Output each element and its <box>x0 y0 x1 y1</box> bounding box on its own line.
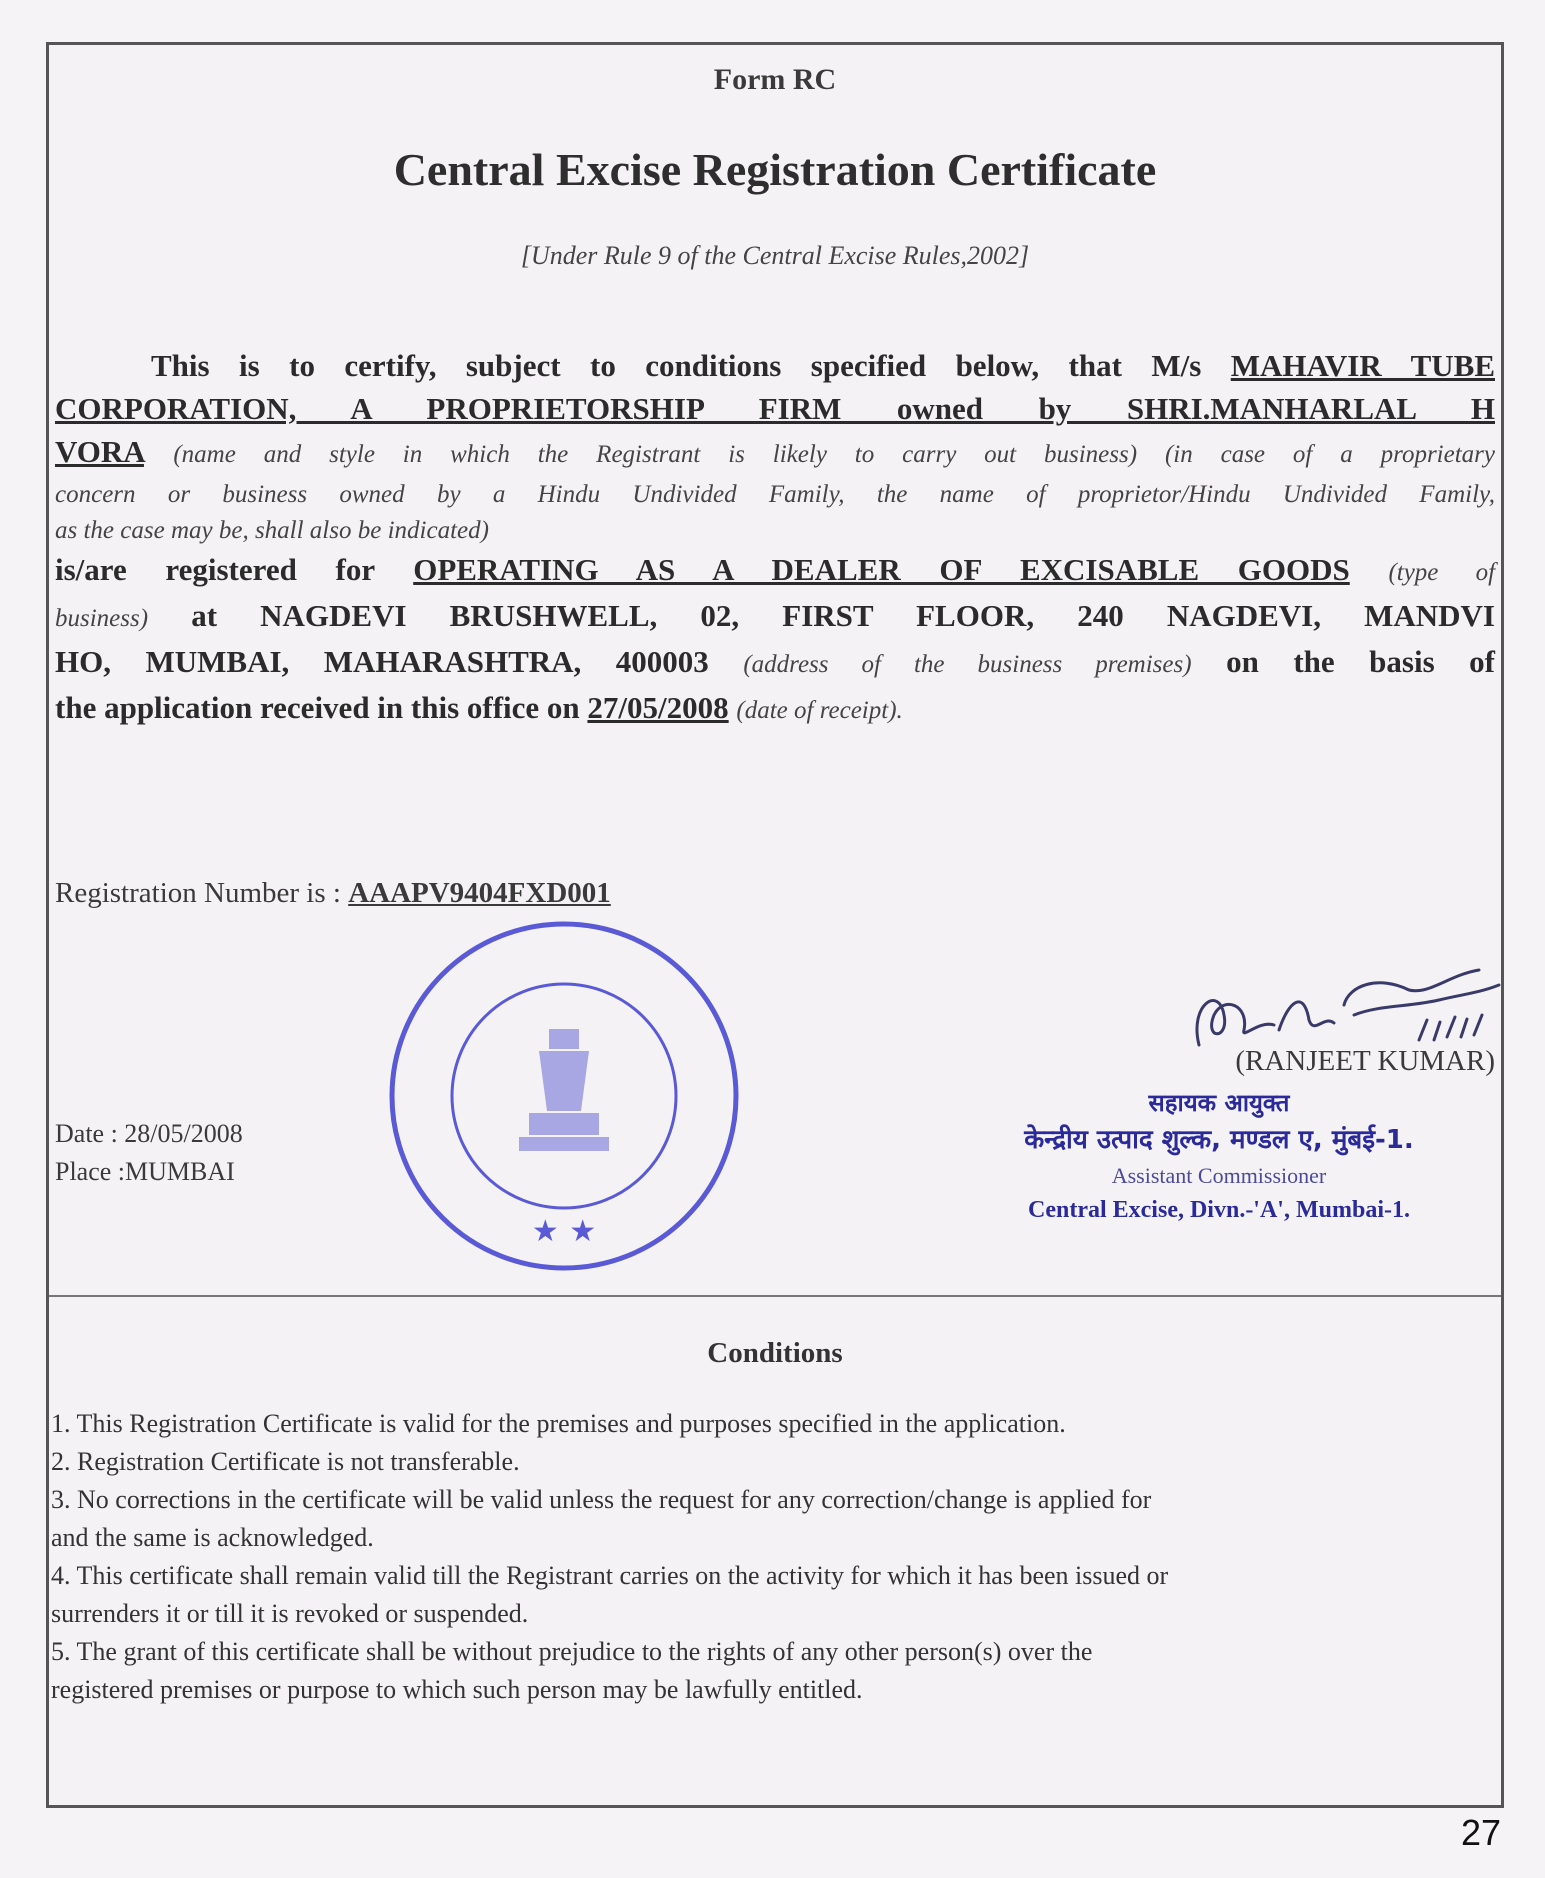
firm-name-part-3: VORA <box>55 434 144 469</box>
name-note-3: as the case may be, shall also be indicated) <box>55 517 489 544</box>
condition-line: registered premises or purpose to which such person may be lawfully entitled. <box>51 1675 863 1704</box>
registration-number: AAAPV9404FXD001 <box>348 877 611 909</box>
certificate-main-section <box>49 45 1501 1297</box>
name-note-1: (name and style in which the Registrant is likely to carry out business) (in case of a proprietary <box>173 441 1495 468</box>
page-number: 27 <box>1460 1812 1501 1853</box>
registration-label: Registration Number is : <box>55 877 341 909</box>
conditions-list <box>51 1405 1471 1709</box>
condition-line: 5. The grant of this certificate shall be without prejudice to the rights of any other person(s) over the <box>51 1637 1093 1666</box>
date-place-block <box>55 1115 243 1191</box>
firm-name-part-2: CORPORATION, A PROPRIETORSHIP FIRM owned by SHRI.MANHARLAL H <box>55 391 1495 426</box>
cert-line-2 <box>55 388 1495 429</box>
address-part-1: NAGDEVI BRUSHWELL, 02, FIRST FLOOR, 240 NAGDEVI, MANDVI <box>260 598 1495 633</box>
firm-name-part-1: MAHAVIR TUBE <box>1230 348 1495 383</box>
condition-line: 3. No corrections in the certificate will be valid unless the request for any correction/change is applied for <box>51 1485 1152 1514</box>
application-date: 27/05/2008 <box>587 690 729 725</box>
address-note: (address of the business premises) <box>743 651 1192 678</box>
business-type: OPERATING AS A DEALER OF EXCISABLE GOODS <box>413 552 1350 587</box>
certificate-subtitle: [Under Rule 9 of the Central Excise Rules,2002] <box>520 241 1030 270</box>
application-text: the application received in this office on <box>55 690 580 725</box>
signatory-name: (RANJEET KUMAR) <box>1235 1045 1495 1077</box>
condition-line: 1. This Registration Certificate is valid for the premises and purposes specified in the application. <box>51 1409 1066 1438</box>
at-label: at <box>191 598 218 633</box>
address-part-2: HO, MUMBAI, MAHARASHTRA, 400003 <box>55 644 709 679</box>
issue-date: Date : 28/05/2008 <box>55 1119 243 1148</box>
registration-number-row <box>55 877 611 910</box>
condition-line: 4. This certificate shall remain valid till the Registrant carries on the activity for which it has been issued or <box>51 1561 1169 1590</box>
certificate-title: Central Excise Registration Certificate <box>393 144 1157 195</box>
issue-place: Place :MUMBAI <box>55 1157 235 1186</box>
cert-line-3 <box>55 431 1495 475</box>
certificate-sheet <box>46 42 1504 1808</box>
certificate-body <box>55 345 1495 733</box>
official-seal-icon <box>379 911 749 1281</box>
stamp-office: Central Excise, Divn.-'A', Mumbai-1. <box>1028 1197 1410 1223</box>
date-of-receipt-note: (date of receipt). <box>736 697 903 724</box>
form-id: Form RC <box>713 63 837 96</box>
business-note-2: business) <box>55 605 149 632</box>
officer-stamp <box>969 1085 1469 1227</box>
condition-line: surrenders it or till it is revoked or suspended. <box>51 1599 529 1628</box>
conditions-heading: Conditions <box>707 1337 843 1369</box>
stamp-designation: Assistant Commissioner <box>1111 1163 1327 1188</box>
svg-text:★ ★: ★ ★ <box>531 1214 597 1249</box>
cert-line-address-1 <box>55 595 1495 639</box>
name-note-2: concern or business owned by a Hindu Undivided Family, the name of proprietor/Hindu Undivided Family, <box>55 481 1495 508</box>
basis-label: on the basis of <box>1226 644 1495 679</box>
cert-line-registered <box>55 549 1495 593</box>
cert-line-1 <box>55 345 1495 386</box>
cert-line-application <box>55 687 1495 731</box>
condition-line: 2. Registration Certificate is not transferable. <box>51 1447 520 1476</box>
cert-line-address-2 <box>55 641 1495 685</box>
registered-for-label: is/are registered for <box>55 552 375 587</box>
business-type-note: (type of <box>1388 559 1496 586</box>
condition-line: and the same is acknowledged. <box>51 1523 374 1552</box>
stamp-hindi-line-2: केन्द्रीय उत्पाद शुल्क, मण्डल ए, मुंबई-1. <box>1024 1125 1414 1155</box>
cert-intro: This is to certify, subject to conditions specified below, that M/s <box>151 348 1202 383</box>
stamp-hindi-line-1: सहायक आयुक्त <box>1148 1089 1290 1117</box>
